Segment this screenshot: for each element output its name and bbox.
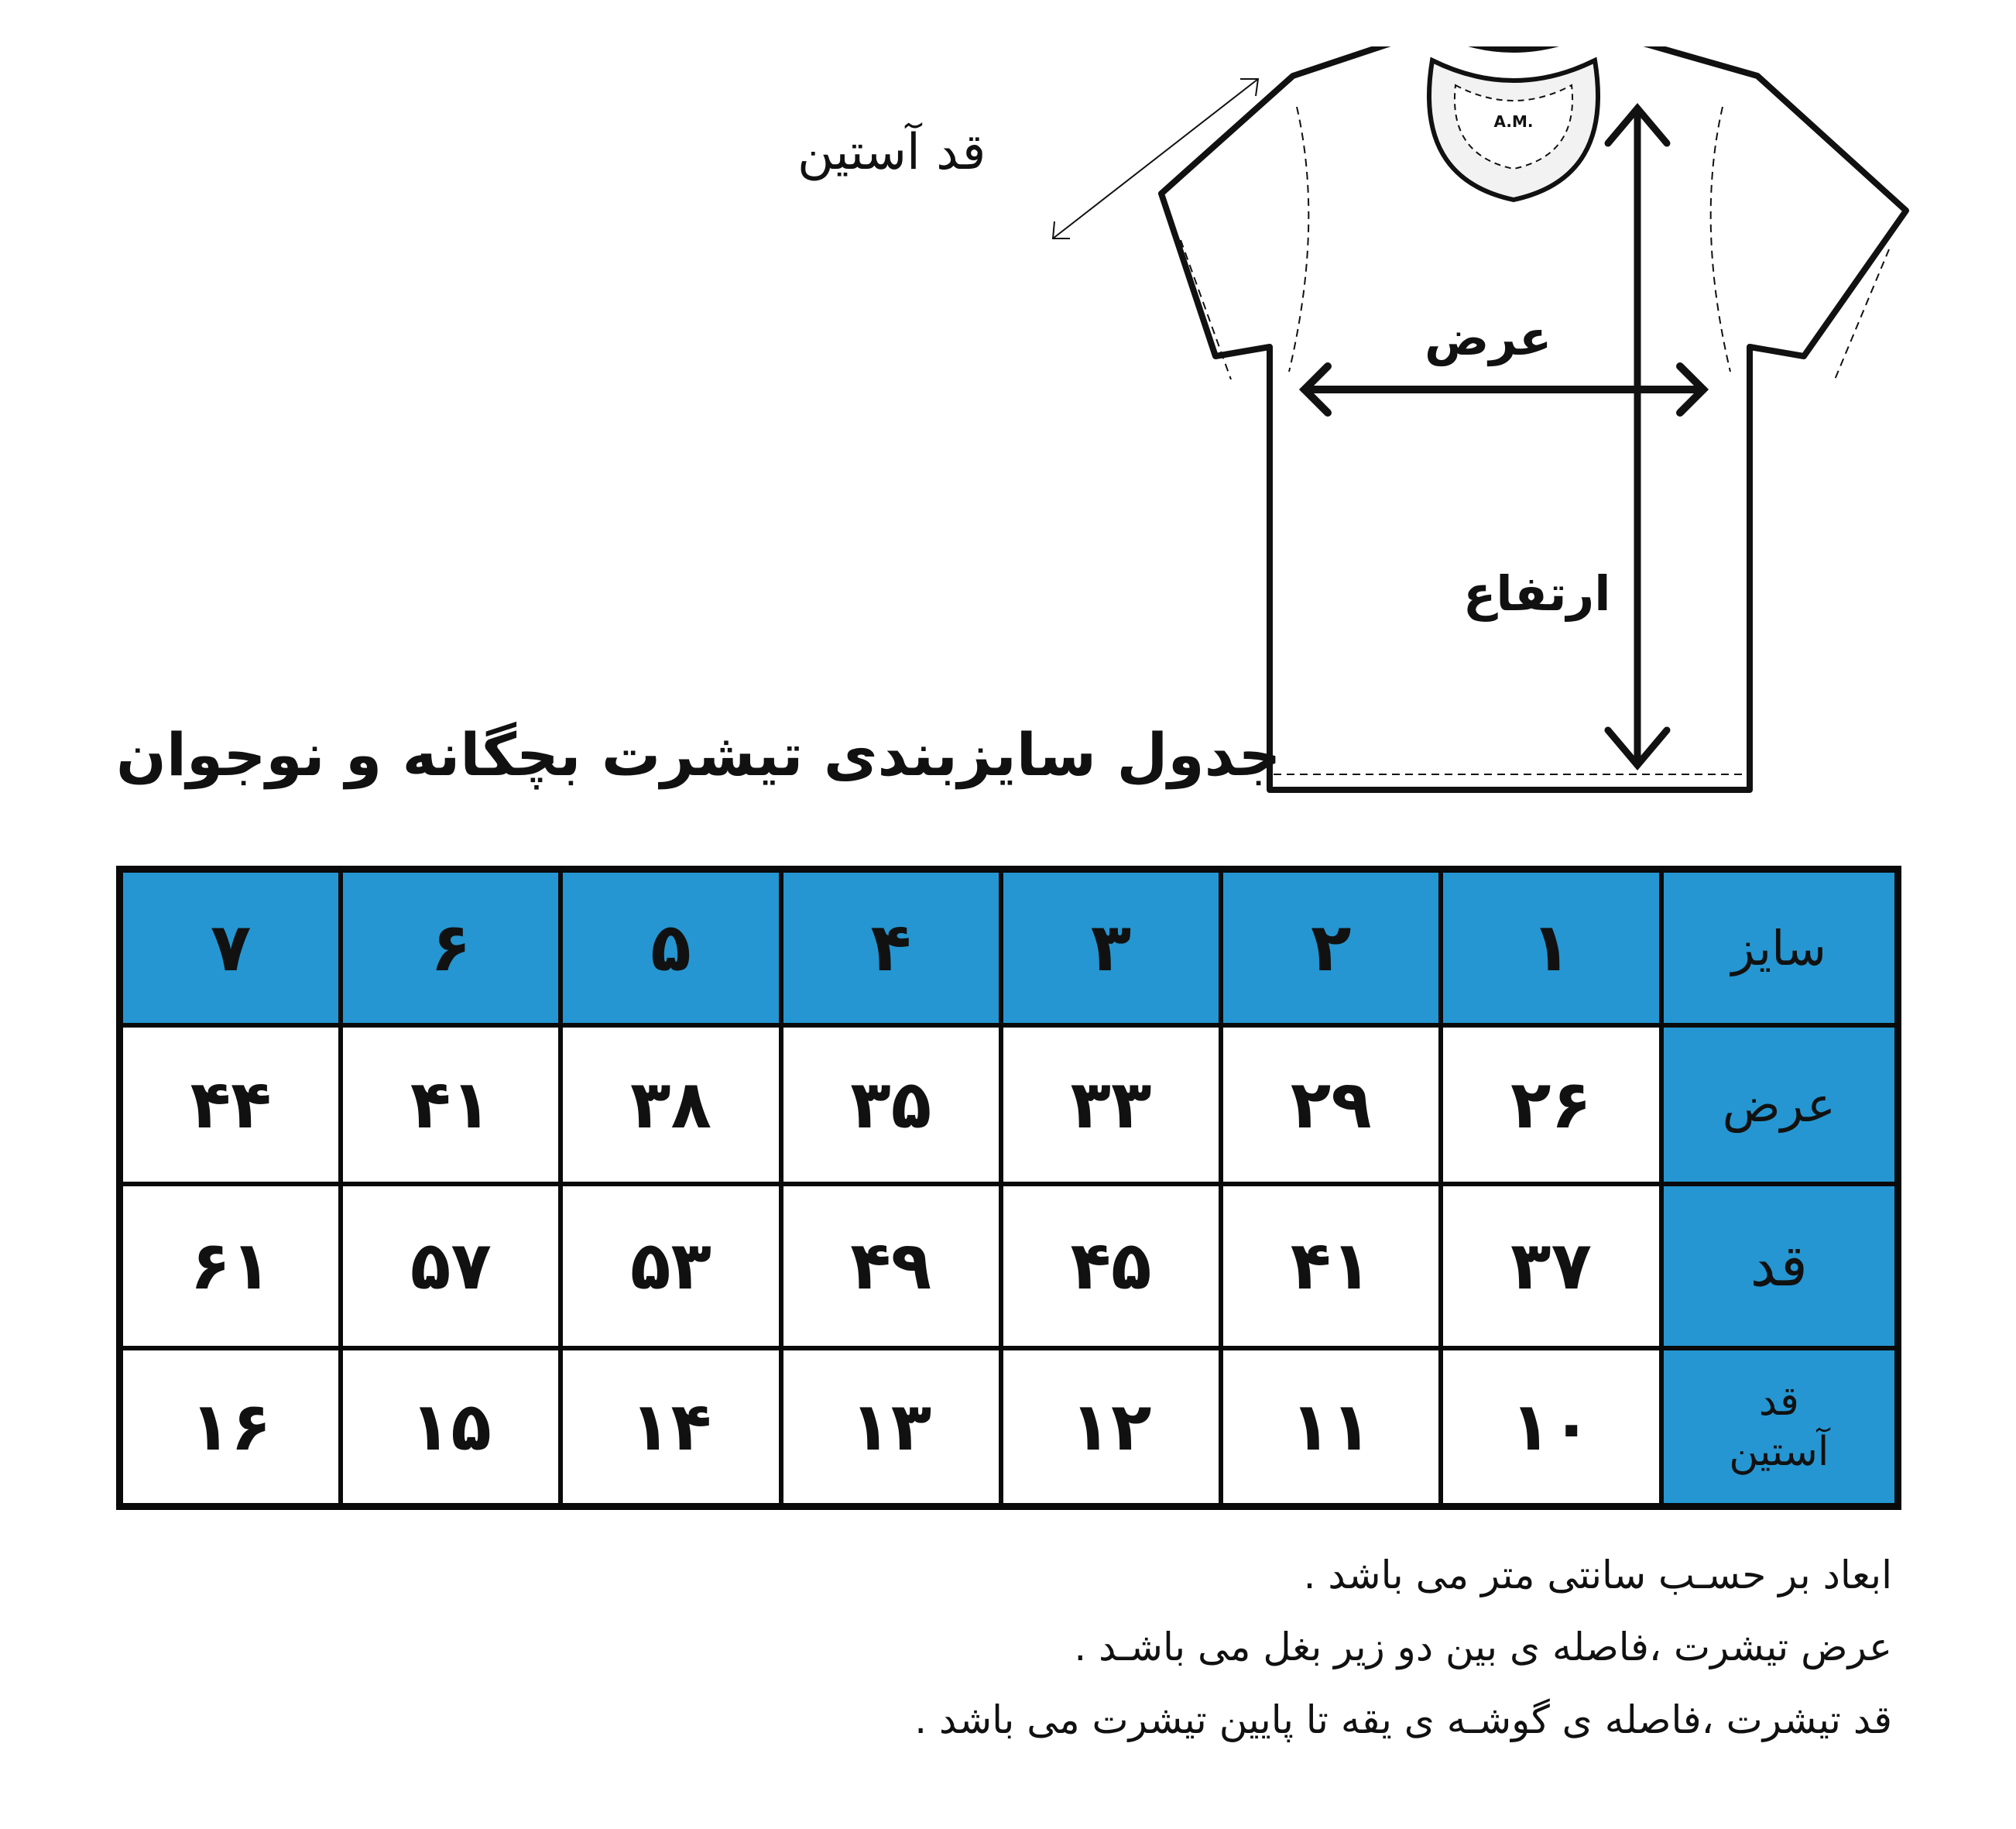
size-cell: ۳ — [1003, 873, 1223, 1028]
width-label: عرض — [1425, 310, 1552, 366]
note-width: عرض تیشرت ،فاصله ی بین دو زیر بغل می باشـد . — [1074, 1625, 1892, 1669]
width-cell: ۲۶ — [1443, 1028, 1663, 1186]
svg-text:A.M.: A.M. — [1493, 112, 1534, 131]
tshirt-diagram — [1037, 46, 1951, 821]
size-cell: ۷ — [123, 873, 343, 1028]
note-length: قد تیشرت ،فاصله ی گوشـه ی یقه تا پایین تیشرت می باشد . — [914, 1697, 1892, 1742]
row-header-width: عرض — [1664, 1028, 1894, 1186]
sleeve-cell: ۱۵ — [343, 1350, 563, 1503]
note-units: ابعاد بر حسـب سانتی متر می باشد . — [1303, 1553, 1892, 1597]
size-cell: ۵ — [563, 873, 783, 1028]
row-header-sleeve-line1: قد — [1758, 1378, 1799, 1425]
row-header-length: قد — [1664, 1186, 1894, 1350]
width-cell: ۴۱ — [343, 1028, 563, 1186]
width-cell: ۲۹ — [1223, 1028, 1443, 1186]
length-cell: ۵۳ — [563, 1186, 783, 1350]
sleeve-cell: ۱۲ — [1003, 1350, 1223, 1503]
row-header-size: سایز — [1664, 873, 1894, 1028]
row-header-sleeve — [1664, 1350, 1894, 1503]
length-cell: ۴۵ — [1003, 1186, 1223, 1350]
sleeve-cell: ۱۶ — [123, 1350, 343, 1503]
height-label: ارتفاع — [1463, 565, 1611, 622]
width-cell: ۳۳ — [1003, 1028, 1223, 1186]
width-cell: ۴۴ — [123, 1028, 343, 1186]
page-title: جدول سایزبندی تیشرت بچگانه و نوجوان — [116, 720, 1281, 789]
brand-logo — [1486, 112, 1541, 131]
row-header-sleeve-line2: آستین — [1729, 1428, 1829, 1475]
width-cell: ۳۸ — [563, 1028, 783, 1186]
size-cell: ۴ — [783, 873, 1003, 1028]
length-cell: ۳۷ — [1443, 1186, 1663, 1350]
width-cell: ۳۵ — [783, 1028, 1003, 1186]
sleeve-cell: ۱۳ — [783, 1350, 1003, 1503]
size-cell: ۱ — [1443, 873, 1663, 1028]
size-table — [116, 866, 1901, 1510]
sleeve-cell: ۱۴ — [563, 1350, 783, 1503]
sleeve-cell: ۱۰ — [1443, 1350, 1663, 1503]
length-cell: ۴۱ — [1223, 1186, 1443, 1350]
sleeve-length-label: قد آستین — [797, 124, 986, 181]
length-cell: ۶۱ — [123, 1186, 343, 1350]
size-cell: ۲ — [1223, 873, 1443, 1028]
sleeve-cell: ۱۱ — [1223, 1350, 1443, 1503]
size-cell: ۶ — [343, 873, 563, 1028]
length-cell: ۵۷ — [343, 1186, 563, 1350]
length-cell: ۴۹ — [783, 1186, 1003, 1350]
